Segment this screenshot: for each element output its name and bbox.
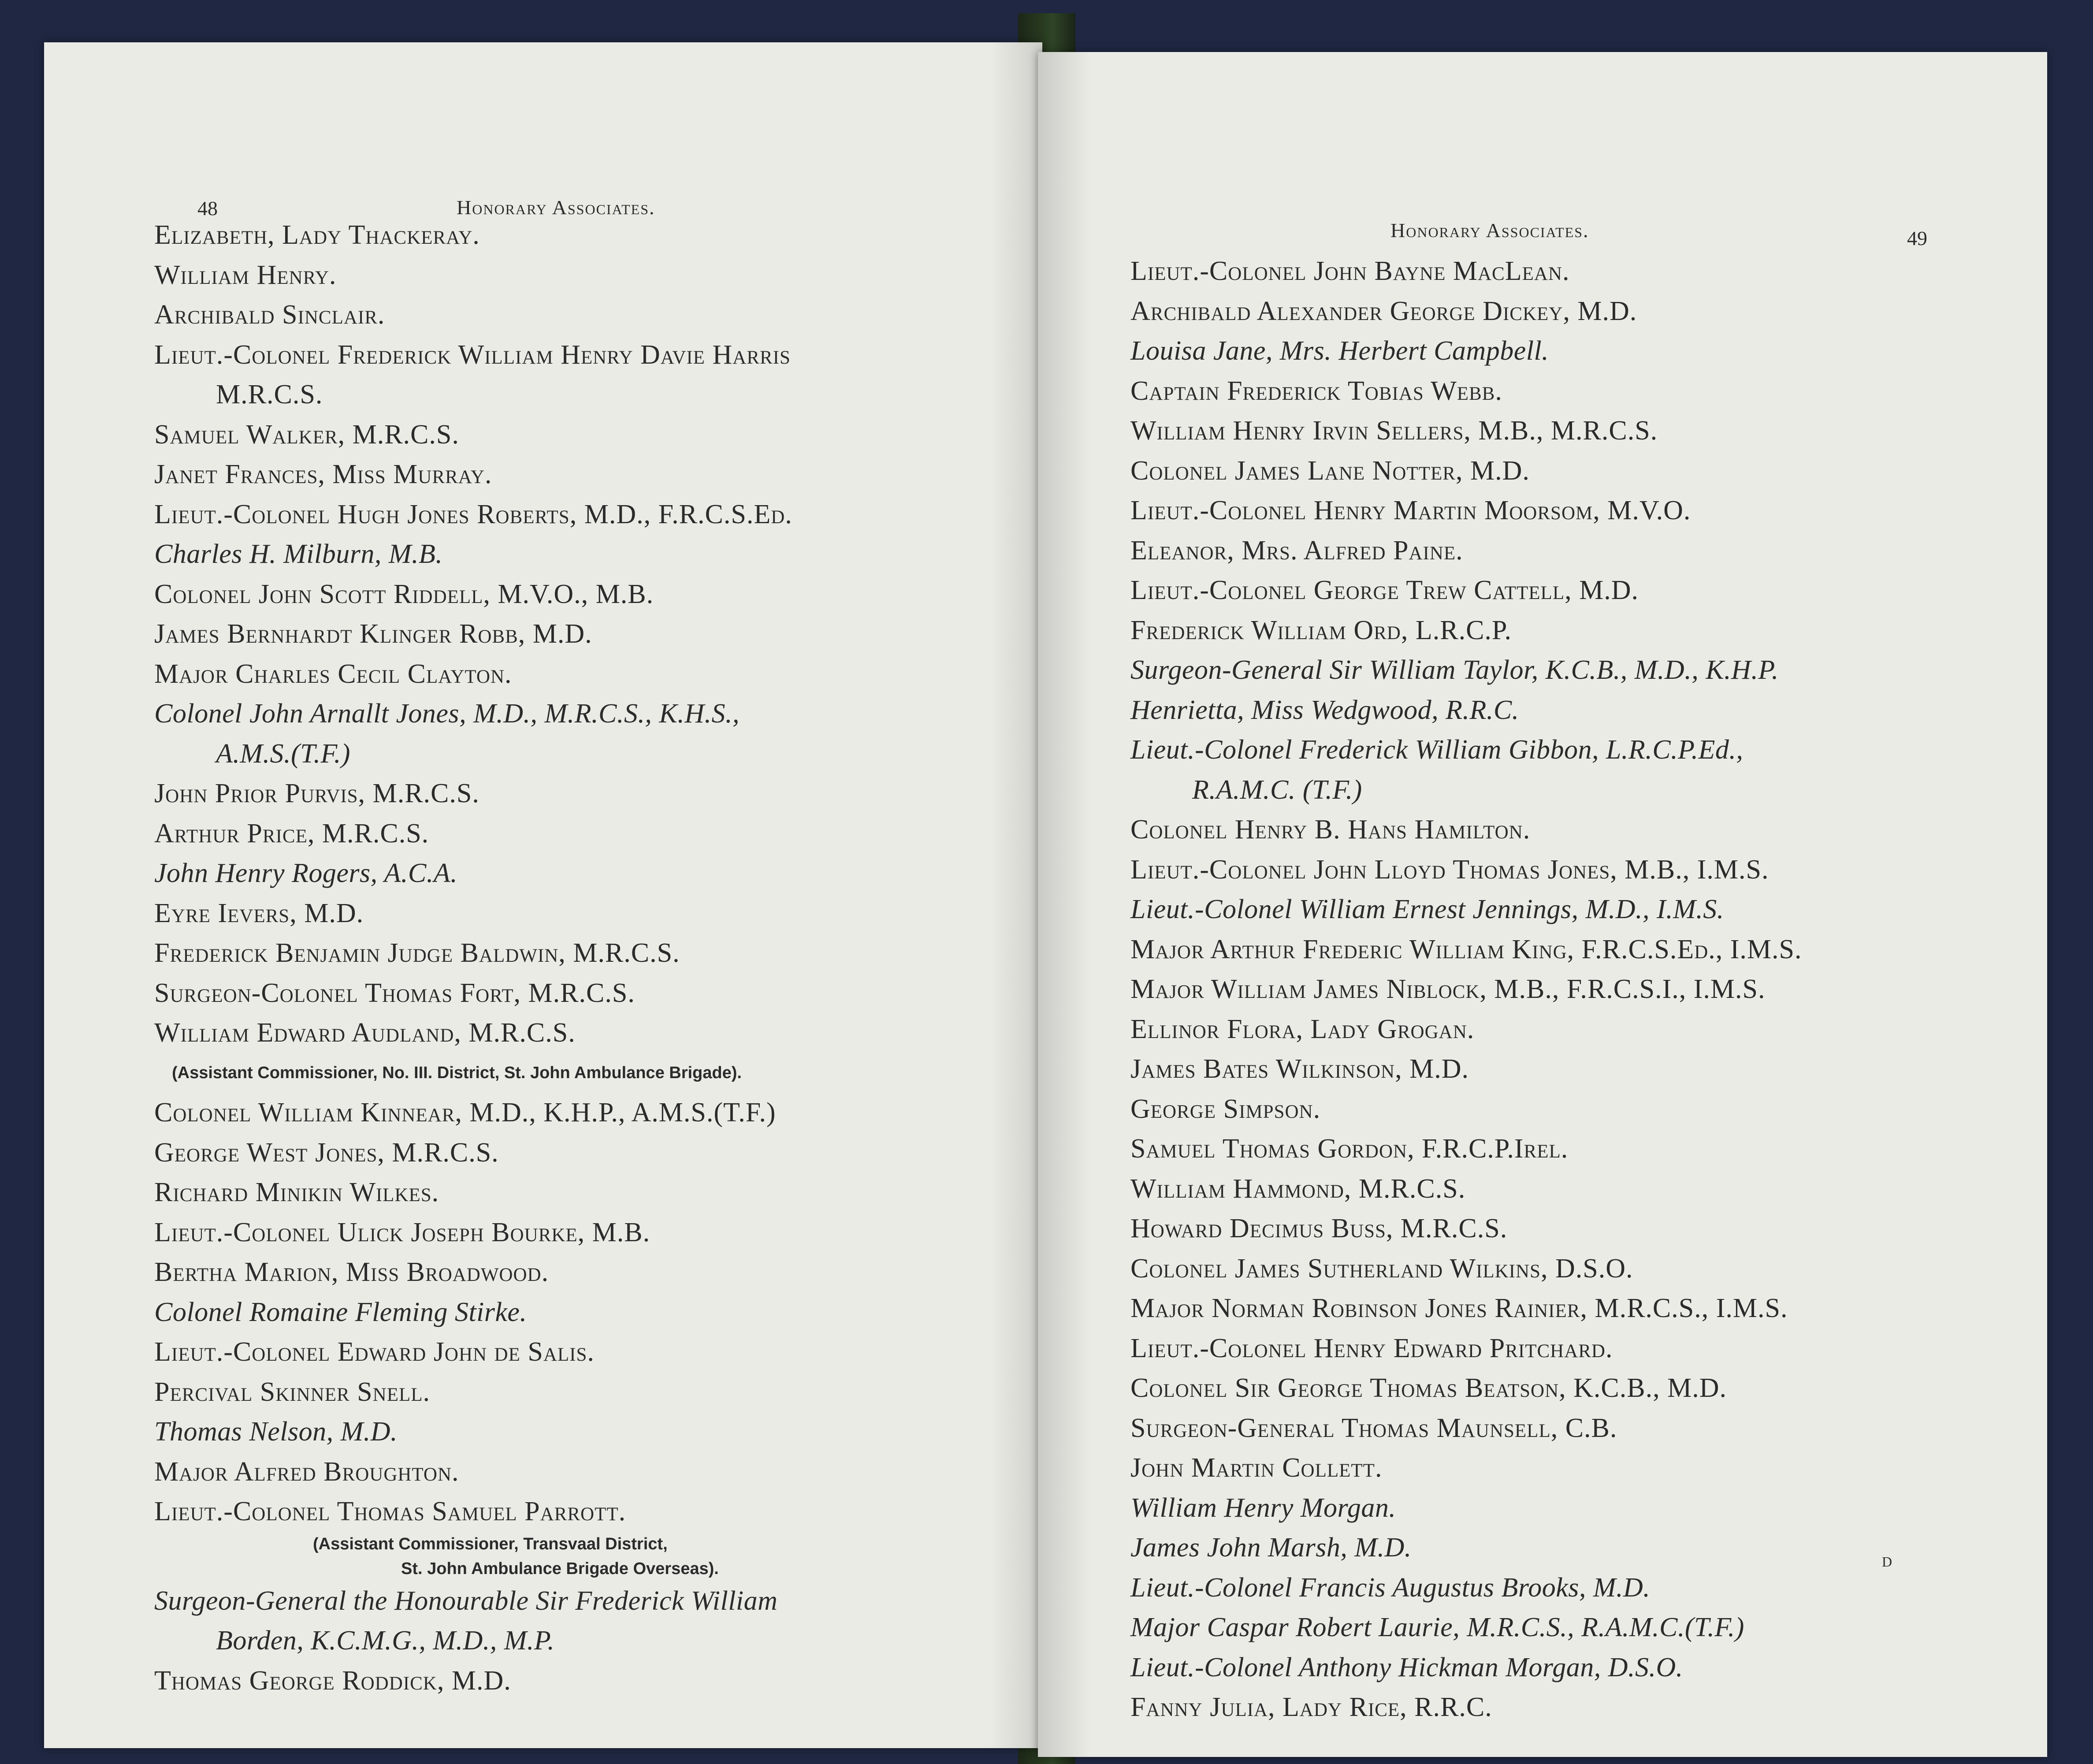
associate-entry: Lieut.-Colonel Frederick William Gibbon, L.R.C.P.Ed.,	[1130, 735, 1744, 765]
associate-entry: James John Marsh, M.D.	[1130, 1533, 1412, 1563]
associate-entry: Thomas George Roddick, M.D.	[154, 1665, 511, 1696]
associate-entry: Janet Frances, Miss Murray.	[154, 459, 492, 489]
associate-entry: Colonel William Kinnear, M.D., K.H.P., A.M.S.(T.F.)	[154, 1098, 776, 1128]
associate-entry: Lieut.-Colonel Ulick Joseph Bourke, M.B.	[154, 1217, 651, 1247]
associate-entry: Surgeon-General Thomas Maunsell, C.B.	[1130, 1413, 1617, 1443]
associate-entry: Major William James Niblock, M.B., F.R.C.S.I., I.M.S.	[1130, 974, 1766, 1004]
associate-entry: Frederick William Ord, L.R.C.P.	[1130, 615, 1512, 645]
right-page-number: 49	[1907, 227, 1927, 249]
entry-note: (Assistant Commissioner, Transvaal District,	[313, 1534, 668, 1553]
left-running-head: Honorary Associates.	[457, 196, 655, 219]
associate-entry: William Henry Morgan.	[1130, 1492, 1396, 1523]
associate-entry: Elizabeth, Lady Thackeray.	[154, 220, 480, 250]
associate-entry: John Prior Purvis, M.R.C.S.	[154, 778, 480, 808]
associate-entry: Lieut.-Colonel Henry Edward Pritchard.	[1130, 1333, 1613, 1363]
associate-entry: George Simpson.	[1130, 1094, 1321, 1124]
associate-entry: James Bates Wilkinson, M.D.	[1130, 1054, 1469, 1084]
right-running-head: Honorary Associates.	[1390, 219, 1589, 242]
left-page-number: 48	[197, 197, 218, 220]
associate-entry: Richard Minikin Wilkes.	[154, 1177, 439, 1207]
associate-entry: Lieut.-Colonel Francis Augustus Brooks, M.D.	[1130, 1572, 1651, 1603]
associate-entry: Lieut.-Colonel Anthony Hickman Morgan, D.S.O.	[1130, 1652, 1683, 1682]
associate-entry: William Henry Irvin Sellers, M.B., M.R.C.S.	[1130, 416, 1658, 446]
associate-entry: Lieut.-Colonel John Lloyd Thomas Jones, M.B., I.M.S.	[1130, 854, 1769, 885]
associate-entry: Major Alfred Broughton.	[154, 1456, 459, 1487]
associate-entry: Lieut.-Colonel Hugh Jones Roberts, M.D., F.R.C.S.Ed.	[154, 499, 792, 529]
associate-entry: Archibald Sinclair.	[154, 300, 385, 330]
associate-entry: Lieut.-Colonel Edward John de Salis.	[154, 1337, 595, 1367]
associate-entry: Surgeon-General Sir William Taylor, K.C.B., M.D., K.H.P.	[1130, 655, 1779, 685]
associate-entry: Lieut.-Colonel Henry Martin Moorsom, M.V.O.	[1130, 495, 1691, 525]
associate-entry: Thomas Nelson, M.D.	[154, 1417, 398, 1447]
associate-entry: Major Arthur Frederic William King, F.R.C.S.Ed., I.M.S.	[1130, 934, 1802, 964]
left-associates-list	[154, 215, 1027, 1701]
associate-entry: Surgeon-Colonel Thomas Fort, M.R.C.S.	[154, 978, 635, 1008]
associate-entry: Surgeon-General the Honourable Sir Frederick William	[154, 1585, 778, 1616]
associate-entry: Lieut.-Colonel George Trew Cattell, M.D.	[1130, 575, 1639, 605]
associate-entry: George West Jones, M.R.C.S.	[154, 1137, 499, 1168]
associate-entry: Lieut.-Colonel Thomas Samuel Parrott.	[154, 1496, 626, 1526]
associate-entry: Borden, K.C.M.G., M.D., M.P.	[216, 1626, 555, 1656]
associate-entry: Henrietta, Miss Wedgwood, R.R.C.	[1130, 695, 1519, 725]
associate-entry: William Edward Audland, M.R.C.S.	[154, 1018, 576, 1048]
associate-entry: John Martin Collett.	[1130, 1453, 1383, 1483]
associate-entry: Louisa Jane, Mrs. Herbert Campbell.	[1130, 336, 1549, 366]
associate-entry: Major Charles Cecil Clayton.	[154, 659, 512, 689]
associate-entry: Colonel Romaine Fleming Stirke.	[154, 1297, 527, 1327]
associate-entry: Eyre Ievers, M.D.	[154, 898, 364, 928]
associate-entry: Frederick Benjamin Judge Baldwin, M.R.C.S.	[154, 938, 680, 968]
associate-entry: A.M.S.(T.F.)	[216, 738, 351, 769]
associate-entry: Major Norman Robinson Jones Rainier, M.R.C.S., I.M.S.	[1130, 1293, 1788, 1323]
associate-entry: Captain Frederick Tobias Webb.	[1130, 376, 1502, 406]
associate-entry: Percival Skinner Snell.	[154, 1377, 430, 1407]
associate-entry: Colonel James Sutherland Wilkins, D.S.O.	[1130, 1253, 1633, 1284]
signature-mark: D	[1882, 1554, 1892, 1570]
associate-entry: William Henry.	[154, 260, 337, 290]
associate-entry: Fanny Julia, Lady Rice, R.R.C.	[1130, 1692, 1492, 1722]
associate-entry: Colonel James Lane Notter, M.D.	[1130, 455, 1530, 486]
associate-entry: Lieut.-Colonel William Ernest Jennings, M.D., I.M.S.	[1130, 894, 1724, 924]
associate-entry: Lieut.-Colonel Frederick William Henry Davie Harris	[154, 339, 791, 370]
associate-entry: M.R.C.S.	[216, 380, 323, 409]
associate-entry: Colonel John Arnallt Jones, M.D., M.R.C.S., K.H.S.,	[154, 699, 740, 729]
associate-entry: Bertha Marion, Miss Broadwood.	[154, 1257, 549, 1287]
associate-entry: Major Caspar Robert Laurie, M.R.C.S., R.A.M.C.(T.F.)	[1130, 1612, 1744, 1642]
entry-note: St. John Ambulance Brigade Overseas).	[401, 1559, 719, 1578]
associate-entry: R.A.M.C. (T.F.)	[1192, 774, 1362, 805]
associate-entry: Samuel Walker, M.R.C.S.	[154, 419, 459, 450]
associate-entry: John Henry Rogers, A.C.A.	[154, 858, 458, 888]
associate-entry: William Hammond, M.R.C.S.	[1130, 1173, 1466, 1204]
associate-entry: Colonel Sir George Thomas Beatson, K.C.B., M.D.	[1130, 1373, 1727, 1403]
associate-entry: Colonel John Scott Riddell, M.V.O., M.B.	[154, 579, 654, 609]
associate-entry: Ellinor Flora, Lady Grogan.	[1130, 1014, 1475, 1044]
right-gutter-shadow	[1038, 52, 1091, 1757]
right-associates-list	[1130, 251, 2012, 1727]
associate-entry: Archibald Alexander George Dickey, M.D.	[1130, 296, 1637, 326]
associate-entry: Lieut.-Colonel John Bayne MacLean.	[1130, 256, 1570, 286]
associate-entry: Eleanor, Mrs. Alfred Paine.	[1130, 535, 1463, 566]
associate-entry: Arthur Price, M.R.C.S.	[154, 818, 429, 849]
entry-note: (Assistant Commissioner, No. III. District, St. John Ambulance Brigade).	[172, 1063, 742, 1082]
associate-entry: Samuel Thomas Gordon, F.R.C.P.Irel.	[1130, 1134, 1569, 1164]
associate-entry: Howard Decimus Buss, M.R.C.S.	[1130, 1213, 1508, 1243]
associate-entry: Charles H. Milburn, M.B.	[154, 539, 443, 569]
associate-entry: Colonel Henry B. Hans Hamilton.	[1130, 815, 1531, 845]
associate-entry: James Bernhardt Klinger Robb, M.D.	[154, 619, 592, 649]
